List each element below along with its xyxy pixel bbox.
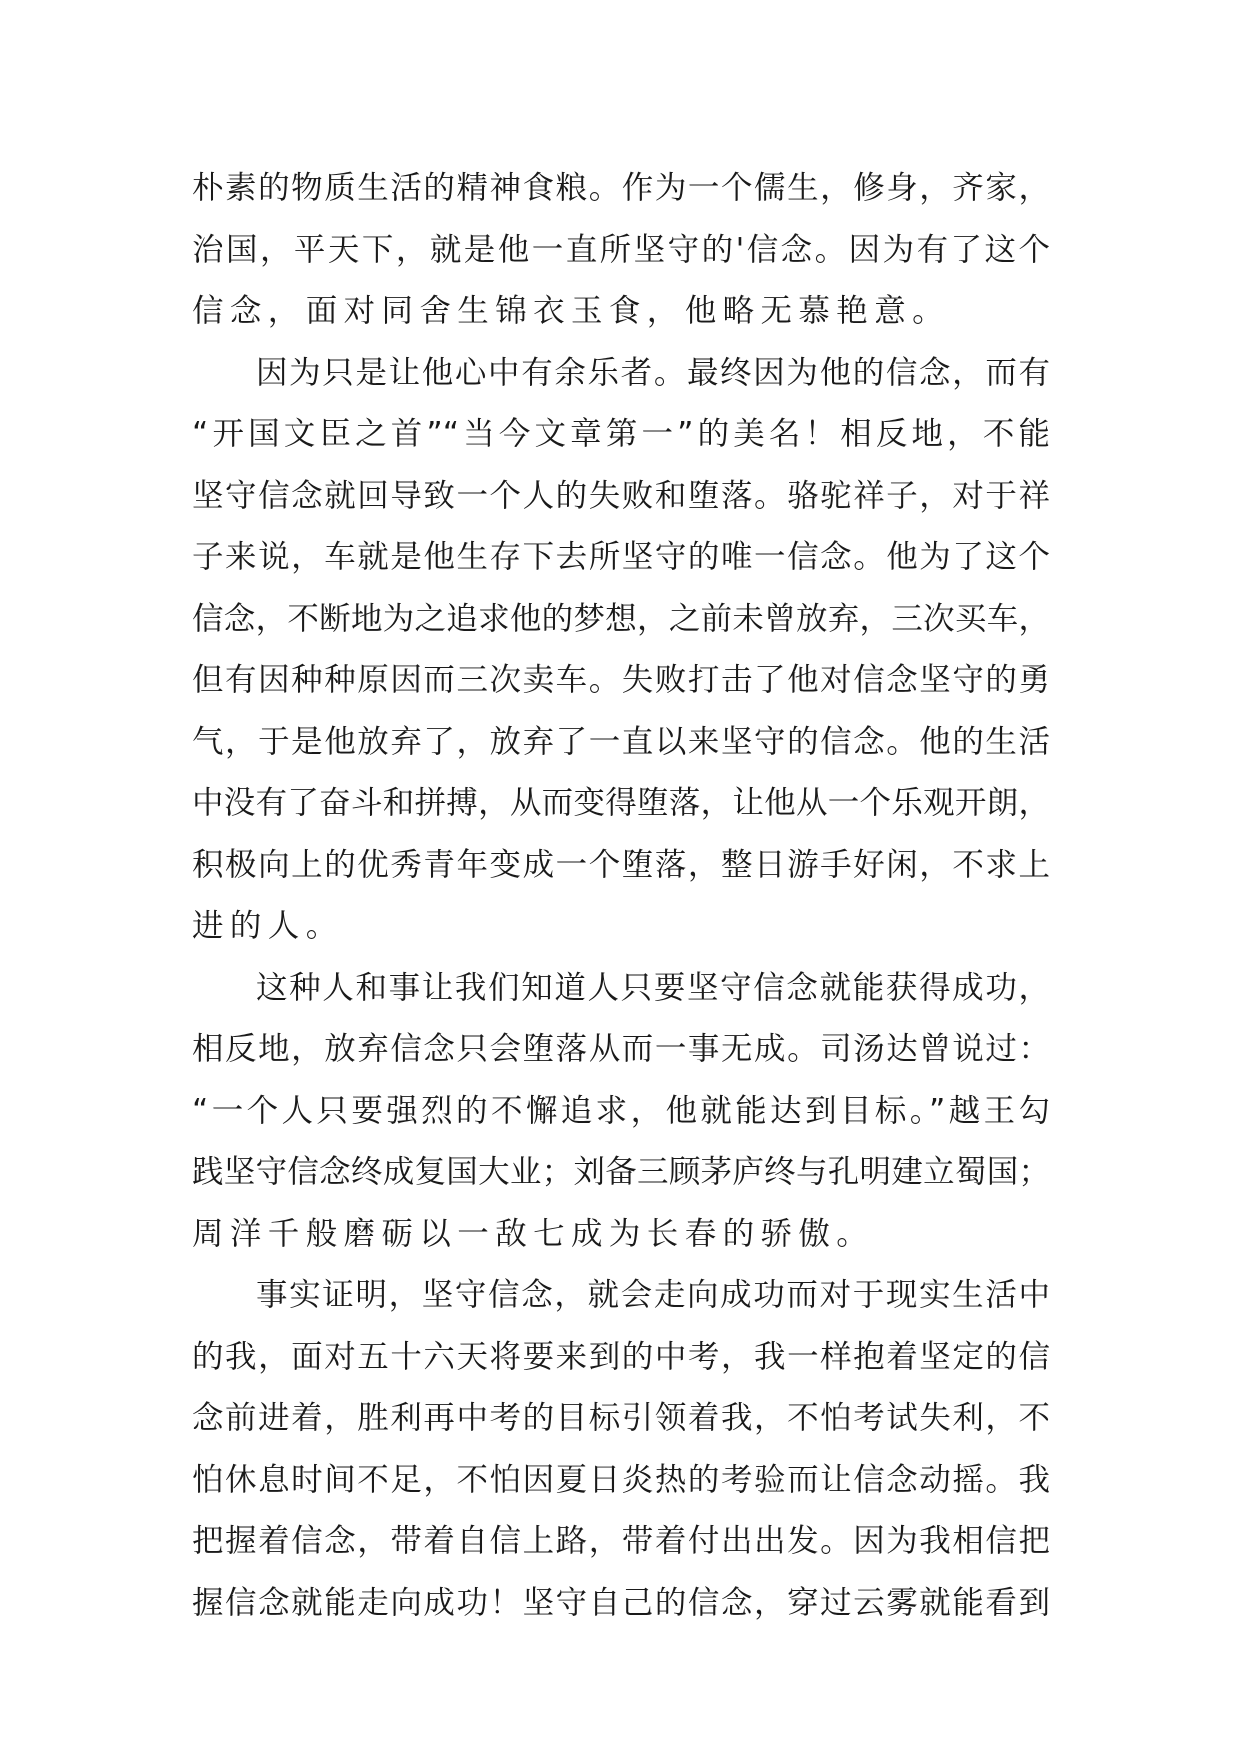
text-line: 周洋千般磨砺以一敌七成为长春的骄傲。	[192, 1215, 875, 1252]
text-line: 这种人和事让我们知道人只要坚守信念就能获得成功，	[256, 969, 1050, 1006]
text-line: 信念，不断地为之追求他的梦想，之前未曾放弃，三次买车，	[192, 600, 1050, 637]
text-line: 念前进着，胜利再中考的目标引领着我，不怕考试失利，不	[192, 1400, 1050, 1436]
text-line: 但有因种种原因而三次卖车。失败打击了他对信念坚守的勇	[192, 662, 1050, 698]
text-line: 因为只是让他心中有余乐者。最终因为他的信念，而有	[256, 354, 1050, 391]
text-line: 怕休息时间不足，不怕因夏日炎热的考验而让信念动摇。我	[192, 1461, 1050, 1498]
paragraph-3	[192, 958, 1050, 1266]
text-line: 握信念就能走向成功！坚守自己的信念，穿过云雾就能看到	[192, 1584, 1050, 1621]
text-line: 治国，平天下，就是他一直所坚守的'信念。因为有了这个	[192, 231, 1050, 268]
document-body	[192, 158, 1050, 1634]
paragraph-1	[192, 158, 1050, 343]
text-line: 进的人。	[192, 908, 344, 944]
text-line: 积极向上的优秀青年变成一个堕落，整日游手好闲，不求上	[192, 846, 1050, 883]
text-line: 事实证明，坚守信念，就会走向成功而对于现实生活中	[256, 1277, 1050, 1313]
text-line: 坚守信念就回导致一个人的失败和堕落。骆驼祥子，对于祥	[192, 477, 1050, 514]
text-line: 信念，面对同舍生锦衣玉食，他略无慕艳意。	[192, 293, 951, 329]
text-line: 子来说，车就是他生存下去所坚守的唯一信念。他为了这个	[192, 539, 1050, 575]
text-line: 的我，面对五十六天将要来到的中考，我一样抱着坚定的信	[192, 1338, 1050, 1375]
text-line: 朴素的物质生活的精神食粮。作为一个儒生，修身，齐家，	[192, 170, 1050, 206]
paragraph-4	[192, 1265, 1050, 1634]
paragraph-2	[192, 343, 1050, 958]
text-line: 气，于是他放弃了，放弃了一直以来坚守的信念。他的生活	[192, 723, 1050, 760]
text-line: 践坚守信念终成复国大业；刘备三顾茅庐终与孔明建立蜀国；	[192, 1154, 1050, 1190]
text-line: “一个人只要强烈的不懈追求，他就能达到目标。”越王勾	[192, 1092, 1050, 1129]
text-line: “开国文臣之首”“当今文章第一”的美名！相反地，不能	[192, 416, 1050, 452]
text-line: 中没有了奋斗和拼搏，从而变得堕落，让他从一个乐观开朗，	[192, 785, 1050, 821]
text-line: 相反地，放弃信念只会堕落从而一事无成。司汤达曾说过：	[192, 1031, 1050, 1067]
text-line: 把握着信念，带着自信上路，带着付出出发。因为我相信把	[192, 1523, 1050, 1559]
